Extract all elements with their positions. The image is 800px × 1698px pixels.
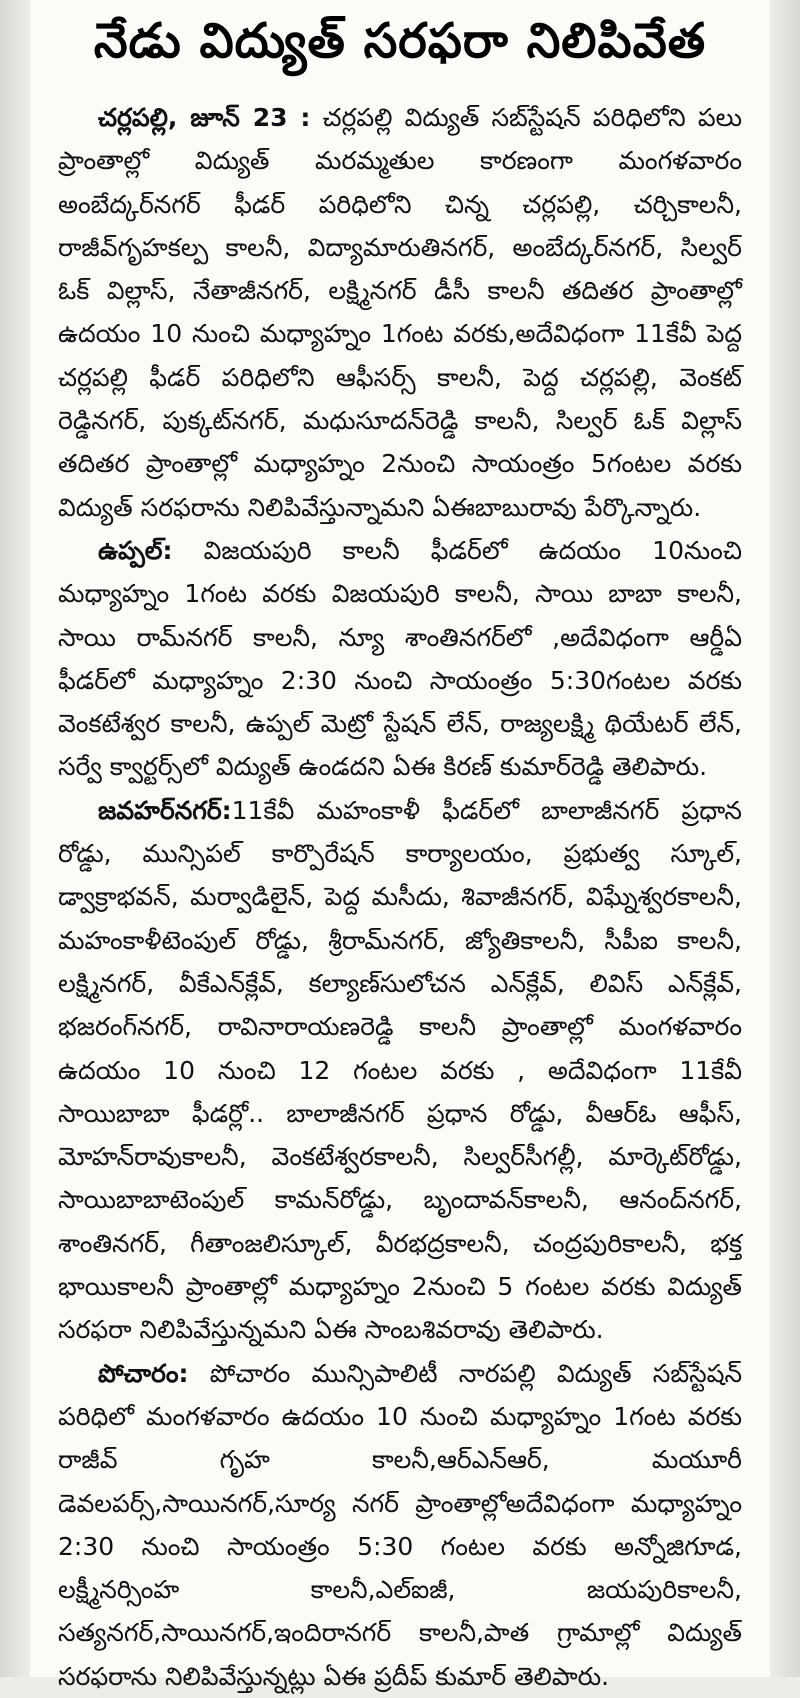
page-right-margin xyxy=(770,0,800,1677)
article-headline: నేడు విద్యుత్ సరఫరా నిలిపివేత xyxy=(93,13,707,69)
article-paragraph xyxy=(58,96,742,529)
paragraph-location: ఉప్పల్: xyxy=(98,535,173,565)
article-paragraph xyxy=(58,1352,742,1698)
paragraph-dateline: చర్లపల్లి, జూన్ 23 : xyxy=(98,103,311,132)
page-left-margin xyxy=(0,0,30,1677)
newspaper-clipping xyxy=(30,0,770,1691)
paragraph-text: 11కేవీ మహంకాళీ ఫీడర్‌లో బాలాజీనగర్ ప్రధాన రోడ్డు, మున్సిపల్ కార్పొరేషన్ కార్యాలయం, ప్రభుత్వ స్కూల్, డ్వాక్రాభవన్, మర్వాడిలైన్, పెద్ద మసీదు, శివాజీనగర్, విఘ్నేశ్వరకాలనీ, మహంకాళీటెంపుల్ రోడ్డు, శ్రీరామ్‌నగర్, జ్యోతికాలనీ, సీపీఐ కాలనీ, లక్ష్మినగర్, వీకేఎన్‌క్లేవ్, కల్యాణ్‌సులోచన ఎన్‌క్లేవ్, లివిస్ ఎన్‌క్లేవ్, భజరంగ్‌నగర్, రావినారాయణరెడ్డి కాలనీ ప్రాంతాల్లో మంగళవారం ఉదయం 10 నుంచి 12 గంటల వరకు , అదేవిధంగా 11కేవీ సాయిబాబా ఫీడర్లో.. బాలాజీనగర్ ప్రధాన రోడ్డు, వీఆర్‌ఓ ఆఫీస్, మోహన్‌రావుకాలనీ, వెంకటేశ్వరకాలనీ, సిల్వర్‌సీగల్లీ, మార్కెట్‌రోడ్డు, సాయిబాబాటెంపుల్ కామన్‌రోడ్డు, బృందావన్‌కాలనీ, ఆనంద్‌నగర్, శాంతినగర్, గీతాంజలిస్కూల్, వీరభద్రకాలనీ, చంద్రపురికాలనీ, భక్త భాయికాలనీ ప్రాంతాల్లో మధ్యాహ్నం 2నుంచి 5 గంటల వరకు విద్యుత్ సరఫరా నిలిపివేస్తున్నమని ఏఈ సాంబశివరావు తెలిపారు. xyxy=(58,795,742,1345)
article-body xyxy=(30,82,770,1698)
paragraph-text: పోచారం మున్సిపాలిటీ నారపల్లి విద్యుత్ సబ్‌స్టేషన్ పరిధిలో మంగళవారం ఉదయం 10 నుంచి మధ్యాహ్నం 1గంట వరకు రాజీవ్ గృహ కాలనీ,ఆర్ఎన్ఆర్, మయూరీ డెవలపర్స్,సాయినగర్,సూర్య నగర్ ప్రాంతాల్లోఅదేవిధంగా మధ్యాహ్నం 2:30 నుంచి సాయంత్రం 5:30 గంటల వరకు అన్నోజిగూడ, లక్ష్మీనర్సింహ కాలనీ,ఎల్ఐజీ, జయపురికాలనీ, సత్యనగర్,సాయినగర్,ఇందిరానగర్ కాలనీ,పాత గ్రామాల్లో విద్యుత్ సరఫరాను నిలిపివేస్తున్నట్లు ఏఈ ప్రదీప్ కుమార్ తెలిపారు. xyxy=(58,1358,742,1691)
paragraph-text: విజయపురి కాలనీ ఫీడర్‌లో ఉదయం 10నుంచి మధ్యాహ్నం 1గంట వరకు విజయపురి కాలనీ, సాయి బాబా కాలనీ, సాయి రామ్‌నగర్ కాలనీ, న్యూ శాంతినగర్‌లో ,అదేవిధంగా ఆర్డీఏ ఫీడర్‌లో మధ్యాహ్నం 2:30 నుంచి సాయంత్రం 5:30గంటల వరకు వెంకటేశ్వర కాలనీ, ఉప్పల్ మెట్రో స్టేషన్ లేన్, రాజ్యలక్ష్మి థియేటర్ లేన్, సర్వే క్వార్టర్స్‌లో విద్యుత్ ఉండదని ఏఈ కిరణ్ కుమార్‌రెడ్డి తెలిపారు. xyxy=(58,535,742,782)
article-paragraph xyxy=(58,789,742,1352)
paragraph-location: జవహర్‌నగర్: xyxy=(98,795,232,825)
article-paragraph xyxy=(58,529,742,789)
paragraph-location: పోచారం: xyxy=(98,1358,189,1388)
paragraph-text: చర్లపల్లి విద్యుత్ సబ్‌స్టేషన్ పరిధిలోని పలు ప్రాంతాల్లో విద్యుత్ మరమ్మతుల కారణంగా మంగళవారం అంబేద్కర్‌నగర్ ఫీడర్ పరిధిలోని చిన్న చర్లపల్లి, చర్చికాలనీ, రాజీవ్‌గృహకల్ప కాలనీ, విద్యామారుతినగర్, అంబేద్కర్‌నగర్, సిల్వర్ ఓక్ విల్లాస్, నేతాజీనగర్, లక్ష్మినగర్ డీసీ కాలనీ తదితర ప్రాంతాల్లో ఉదయం 10 నుంచి మధ్యాహ్నం 1గంట వరకు,అదేవిధంగా 11కేవీ పెద్ద చర్లపల్లి ఫీడర్ పరిధిలోని ఆఫీసర్స్ కాలనీ, పెద్ద చర్లపల్లి, వెంకట్ రెడ్డినగర్, పుక్కట్‌నగర్, మధుసూదన్‌రెడ్డి కాలనీ, సిల్వర్ ఓక్ విల్లాస్ తదితర ప్రాంతాల్లో మధ్యాహ్నం 2నుంచి సాయంత్రం 5గంటల వరకు విద్యుత్ సరఫరాను నిలిపివేస్తున్నామని ఏఈబాబురావు పేర్కొన్నారు. xyxy=(58,103,742,522)
